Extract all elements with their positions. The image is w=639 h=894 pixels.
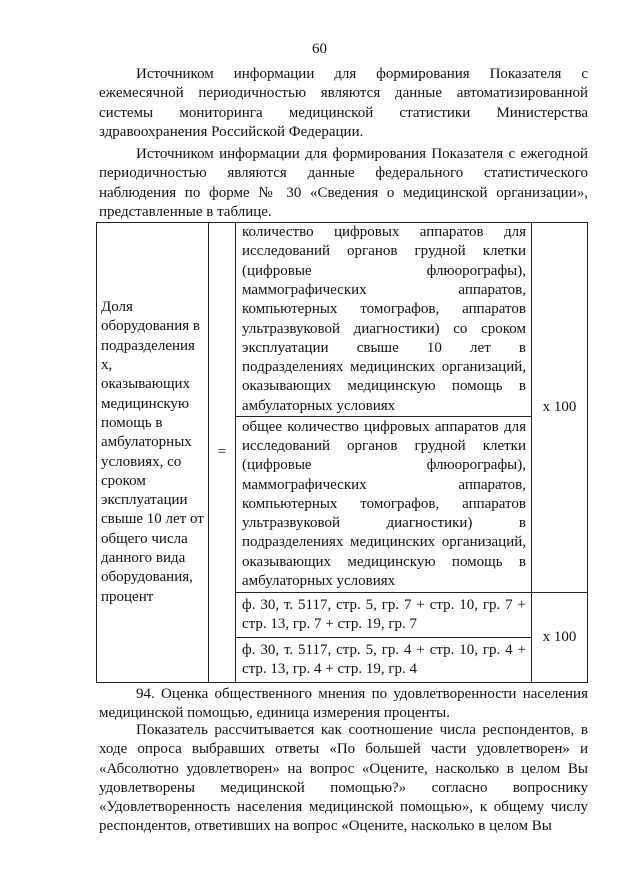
formula-table: [96, 222, 588, 682]
paragraph-item-94: [99, 685, 588, 724]
form-denominator-cell: ф. 30, т. 5117, стр. 5, гр. 4 + стр. 10, гр. 4 + стр. 13, гр. 4 + стр. 19, гр. 4: [236, 638, 532, 683]
paragraph-text: Источником информации для формирования Показателя с ежемесячной периодичностью являются данные автоматизированной системы мониторинга медицинской статистики Министерства здравоохранения Российской Федерации.: [99, 66, 588, 140]
indicator-label: Доля оборудования в подразделения х, оказывающих медицинскую помощь в амбулаторных условиях, со сроком эксплуатации свыше 10 лет от общего числа данного вида оборудования, процент: [97, 223, 209, 683]
denominator-cell: общее количество цифровых аппаратов для исследований органов грудной клетки (цифровые флюорографы), маммографических аппаратов, компьютерных томографов, аппаратов ультразвуковой диагностики) в подразделениях медицинских организаций, оказывающих медицинскую помощь в амбулаторных условиях: [236, 417, 532, 593]
paragraph-calculation: [99, 721, 588, 837]
paragraph-data-source-monthly: [99, 65, 588, 142]
equals-sign: =: [209, 223, 236, 683]
multiplier-cell: x 100: [532, 593, 588, 683]
numerator-cell: количество цифровых аппаратов для исследований органов грудной клетки (цифровые флюорографы), маммографических аппаратов, компьютерных томографов, аппаратов ультразвуковой диагностики) со сроком эксплуатации свыше 10 лет в подразделениях медицинских организаций, оказывающих медицинскую помощь в амбулаторных условиях: [236, 223, 532, 417]
paragraph-text: 94. Оценка общественного мнения по удовлетворенности населения медицинской помощью, единица измерения проценты.: [99, 686, 588, 722]
paragraph-text: Источником информации для формирования Показателя с ежегодной периодичностью являются данные федерального статистического наблюдения по форме № 30 «Сведения о медицинской организации», представленные в таблице.: [99, 146, 588, 220]
page-number: 60: [312, 41, 327, 57]
paragraph-data-source-yearly: [99, 145, 588, 222]
paragraph-text: Показатель рассчитывается как соотношение числа респондентов, в ходе опроса выбравших ответы «По большей части удовлетворен» и «Абсолютно удовлетворен» на вопрос «Оцените, насколько в целом Вы удовлетворены медицинской помощью?» согласно вопроснику «Удовлетворенность населения медицинской помощью», к общему числу респондентов, ответивших на вопрос «Оцените, насколько в целом Вы: [99, 722, 588, 835]
multiplier-cell: x 100: [532, 223, 588, 593]
form-numerator-cell: ф. 30, т. 5117, стр. 5, гр. 7 + стр. 10, гр. 7 + стр. 13, гр. 7 + стр. 19, гр. 7: [236, 593, 532, 638]
